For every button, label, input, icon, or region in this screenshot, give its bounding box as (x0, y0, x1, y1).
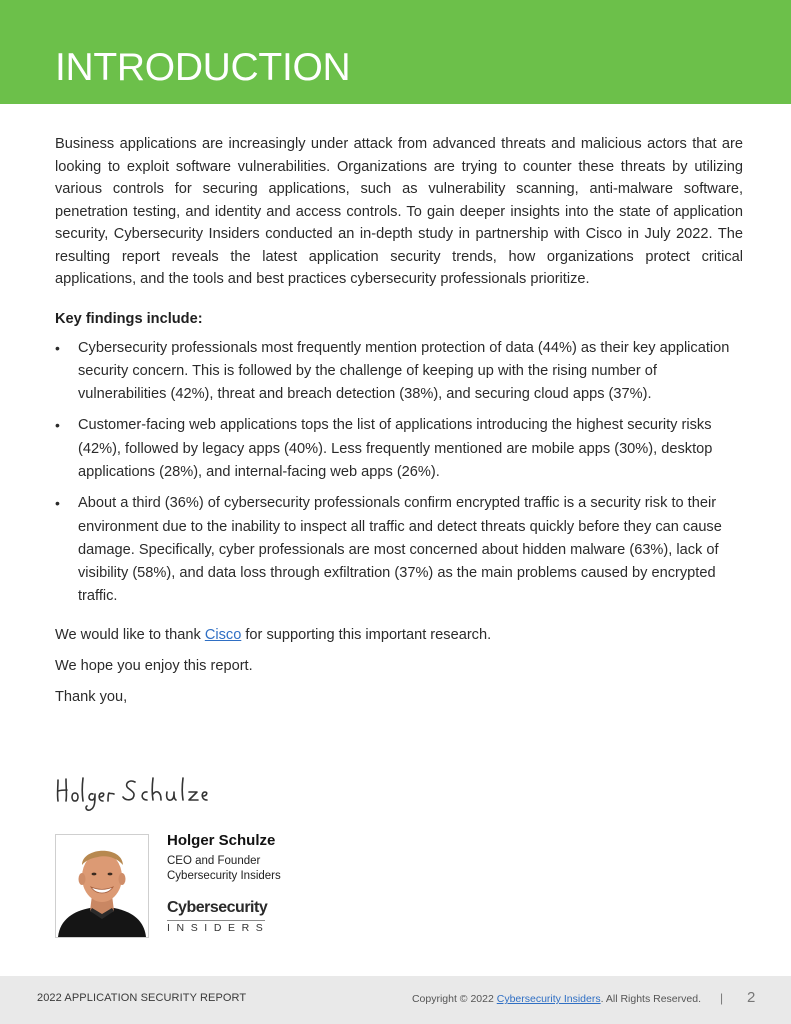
signoff-line: Thank you, (55, 688, 128, 705)
finding-text: Customer-facing web applications tops the list of applications introducing the highest security risks (42%), followed by legacy apps (40%). Less frequently mentioned are mobile apps (30%), desktop applications (28%), and internal-facing web apps (26%). (78, 417, 713, 480)
author-photo (55, 834, 149, 938)
closing-section (55, 624, 743, 709)
hope-line: We hope you enjoy this report. (55, 657, 253, 674)
logo-wordmark-bottom: INSIDERS (167, 922, 270, 934)
header-band (0, 0, 791, 104)
portrait-image (56, 835, 148, 937)
finding-text: About a third (36%) of cybersecurity professionals confirm encrypted traffic is a security risk to their environment due to the inability to inspect all traffic and detect threats quickly before they can cause damage. Specifically, cyber professionals are most concerned about hidden malware (63%), lack of visibility (58%), and data loss through exfiltration (37%) as the main problems caused by encrypted traffic. (78, 495, 722, 605)
author-organization: Cybersecurity Insiders (167, 870, 281, 882)
cybersecurity-insiders-logo (167, 899, 277, 939)
bullet-icon: • (55, 417, 60, 434)
author-role: CEO and Founder (167, 855, 261, 867)
cisco-link[interactable]: Cisco (204, 626, 242, 643)
author-name: Holger Schulze (167, 832, 276, 849)
main-content (55, 133, 743, 717)
thanks-prefix: We would like to thank (55, 626, 205, 643)
list-item (55, 492, 743, 608)
handwritten-signature (55, 770, 235, 814)
logo-wordmark-top: Cybersecurity (167, 899, 268, 916)
intro-paragraph: Business applications are increasingly under attack from advanced threats and malicious actors that are looking to exploit software vulnerabilities. Organizations are trying to counter these threats by utilizing various controls for securing applications, such as vulnerability scanning, anti-malware software, penetration testing, and identity and access controls. To gain deeper insights into the state of application security, Cybersecurity Insiders conducted an in-depth study in partnership with Cisco in July 2022. The resulting report reveals the latest application security trends, how organizations protect critical applications, and the tools and best practices cybersecurity professionals prioritize. (55, 136, 743, 287)
page-number: 2 (747, 989, 756, 1006)
finding-text: Cybersecurity professionals most frequently mention protection of data (44%) as their key application security concern. This is followed by the challenge of keeping up with the rising number of vulnerabilities (42%), threat and breach detection (38%), and securing cloud apps (37%). (78, 339, 730, 403)
logo-divider (167, 920, 265, 921)
page-title: INTRODUCTION (55, 46, 351, 89)
thanks-line (55, 624, 743, 647)
copyright-prefix: Copyright © 2022 (411, 993, 497, 1005)
thanks-suffix: for supporting this important research. (241, 626, 492, 643)
cybersecurity-insiders-link[interactable]: Cybersecurity Insiders (496, 993, 601, 1005)
footer-separator: | (720, 991, 724, 1005)
key-findings-list (55, 337, 743, 609)
report-title: 2022 APPLICATION SECURITY REPORT (37, 992, 247, 1004)
page-footer (0, 976, 791, 1024)
bullet-icon: • (55, 339, 60, 356)
list-item (55, 337, 743, 407)
bullet-icon: • (55, 495, 60, 512)
copyright-notice (412, 993, 701, 1005)
key-findings-heading: Key findings include: (55, 310, 203, 327)
list-item (55, 414, 743, 484)
copyright-suffix: . All Rights Reserved. (600, 993, 701, 1005)
